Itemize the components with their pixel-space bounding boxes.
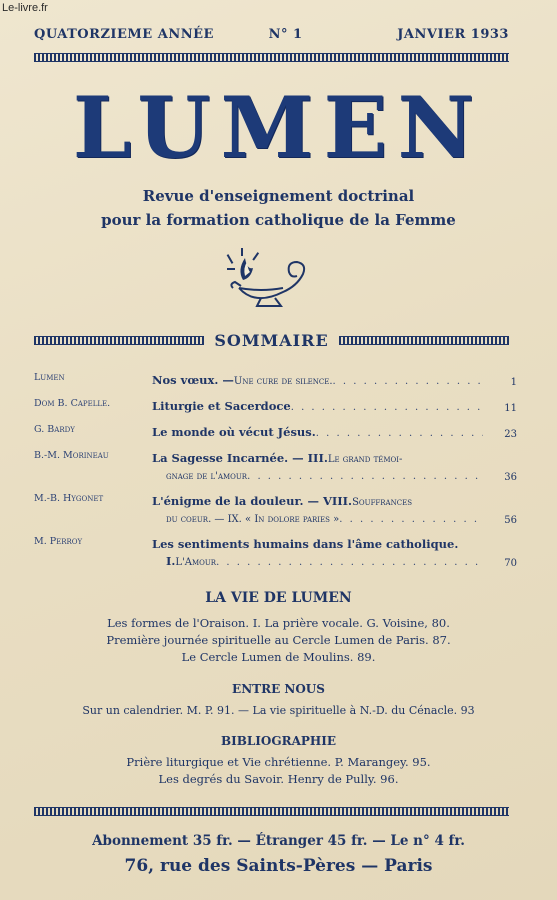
toc-entry [34,493,517,528]
subtitle-line-2: pour la formation catholique de la Femme [101,211,456,229]
watermark: Le-livre.fr [2,2,48,14]
toc-author: M.-B. Hygonet [34,493,104,504]
top-ornament-rule [34,53,509,62]
toc-entry [34,536,517,571]
oil-lamp-icon [225,248,315,312]
leader-dots [339,511,483,528]
sommaire-title: SOMMAIRE [214,330,329,350]
biblio-line-2: Les degrés du Savoir. Henry de Pully. 96. [158,772,399,786]
sommaire-rule-right [339,336,509,345]
toc-entry [34,398,517,416]
toc-title: L'énigme de la douleur. — VIII. [152,494,353,508]
toc-page-number: 36 [504,472,517,483]
leader-dots [216,554,483,571]
toc-entry [34,424,517,442]
toc-author: M. Perroy [34,536,83,547]
leader-dots [333,373,483,390]
sommaire-rule-left [34,336,204,345]
entre-nous-line: Sur un calendrier. M. P. 91. — La vie spirituelle à N.-D. du Cénacle. 93 [82,704,475,717]
toc-author: Dom B. Capelle. [34,398,111,409]
toc-page-number: 11 [504,403,517,414]
issue-number: N° 1 [268,27,303,42]
table-of-contents [34,372,517,579]
toc-page-number: 1 [510,377,517,388]
toc-subtitle: L'Amour [175,557,217,568]
toc-entry [34,450,517,485]
issue-header [34,27,509,42]
leader-dots [291,399,483,416]
publisher-address: 76, rue des Saints-Pères — Paris [124,856,433,876]
toc-title: Les sentiments humains dans l'âme catholique. [152,537,459,551]
toc-title: La Sagesse Incarnée. — III. [152,451,328,465]
leader-dots [316,425,483,442]
toc-title: I. [166,554,176,568]
year-label: QUATORZIEME ANNÉE [34,27,214,42]
bibliographie-title: BIBLIOGRAPHIE [220,734,337,748]
bottom-ornament-rule [34,807,509,816]
leader-dots [247,468,483,485]
subscription-prices: Abonnement 35 fr. — Étranger 45 fr. — Le n° 4 fr. [92,833,465,849]
issue-date: JANVIER 1933 [397,27,509,42]
toc-title: Nos vœux. — [152,373,234,387]
vie-line-1: Les formes de l'Oraison. I. La prière vocale. G. Voisine, 80. [107,616,450,630]
journal-subtitle [0,184,557,232]
toc-subtitle: Souffrances [352,497,412,508]
toc-subtitle: du coeur. — IX. « In dolore paries » [166,514,340,525]
toc-subtitle: Le grand témoi- [327,454,403,465]
toc-entry [34,372,517,390]
biblio-line-1: Prière liturgique et Vie chrétienne. P. Marangey. 95. [126,755,431,769]
toc-title: Le monde où vécut Jésus. [152,425,316,439]
entre-nous-title: ENTRE NOUS [232,682,325,696]
toc-page-number: 70 [504,558,517,569]
toc-author: B.-M. Morineau [34,450,109,461]
toc-author: G. Bardy [34,424,75,435]
journal-title: LUMEN [72,78,485,177]
toc-author: Lumen [34,372,65,383]
toc-subtitle: gnage de l'amour [166,471,248,482]
sommaire-header [34,330,509,350]
vie-line-3: Le Cercle Lumen de Moulins. 89. [181,650,376,664]
toc-title: Liturgie et Sacerdoce [152,399,291,413]
vie-line-2: Première journée spirituelle au Cercle Lumen de Paris. 87. [106,633,451,647]
toc-page-number: 23 [504,429,517,440]
vie-de-lumen-title: LA VIE DE LUMEN [205,590,352,606]
toc-subtitle: Une cure de silence. [233,376,333,387]
toc-page-number: 56 [504,515,517,526]
subtitle-line-1: Revue d'enseignement doctrinal [142,187,415,205]
